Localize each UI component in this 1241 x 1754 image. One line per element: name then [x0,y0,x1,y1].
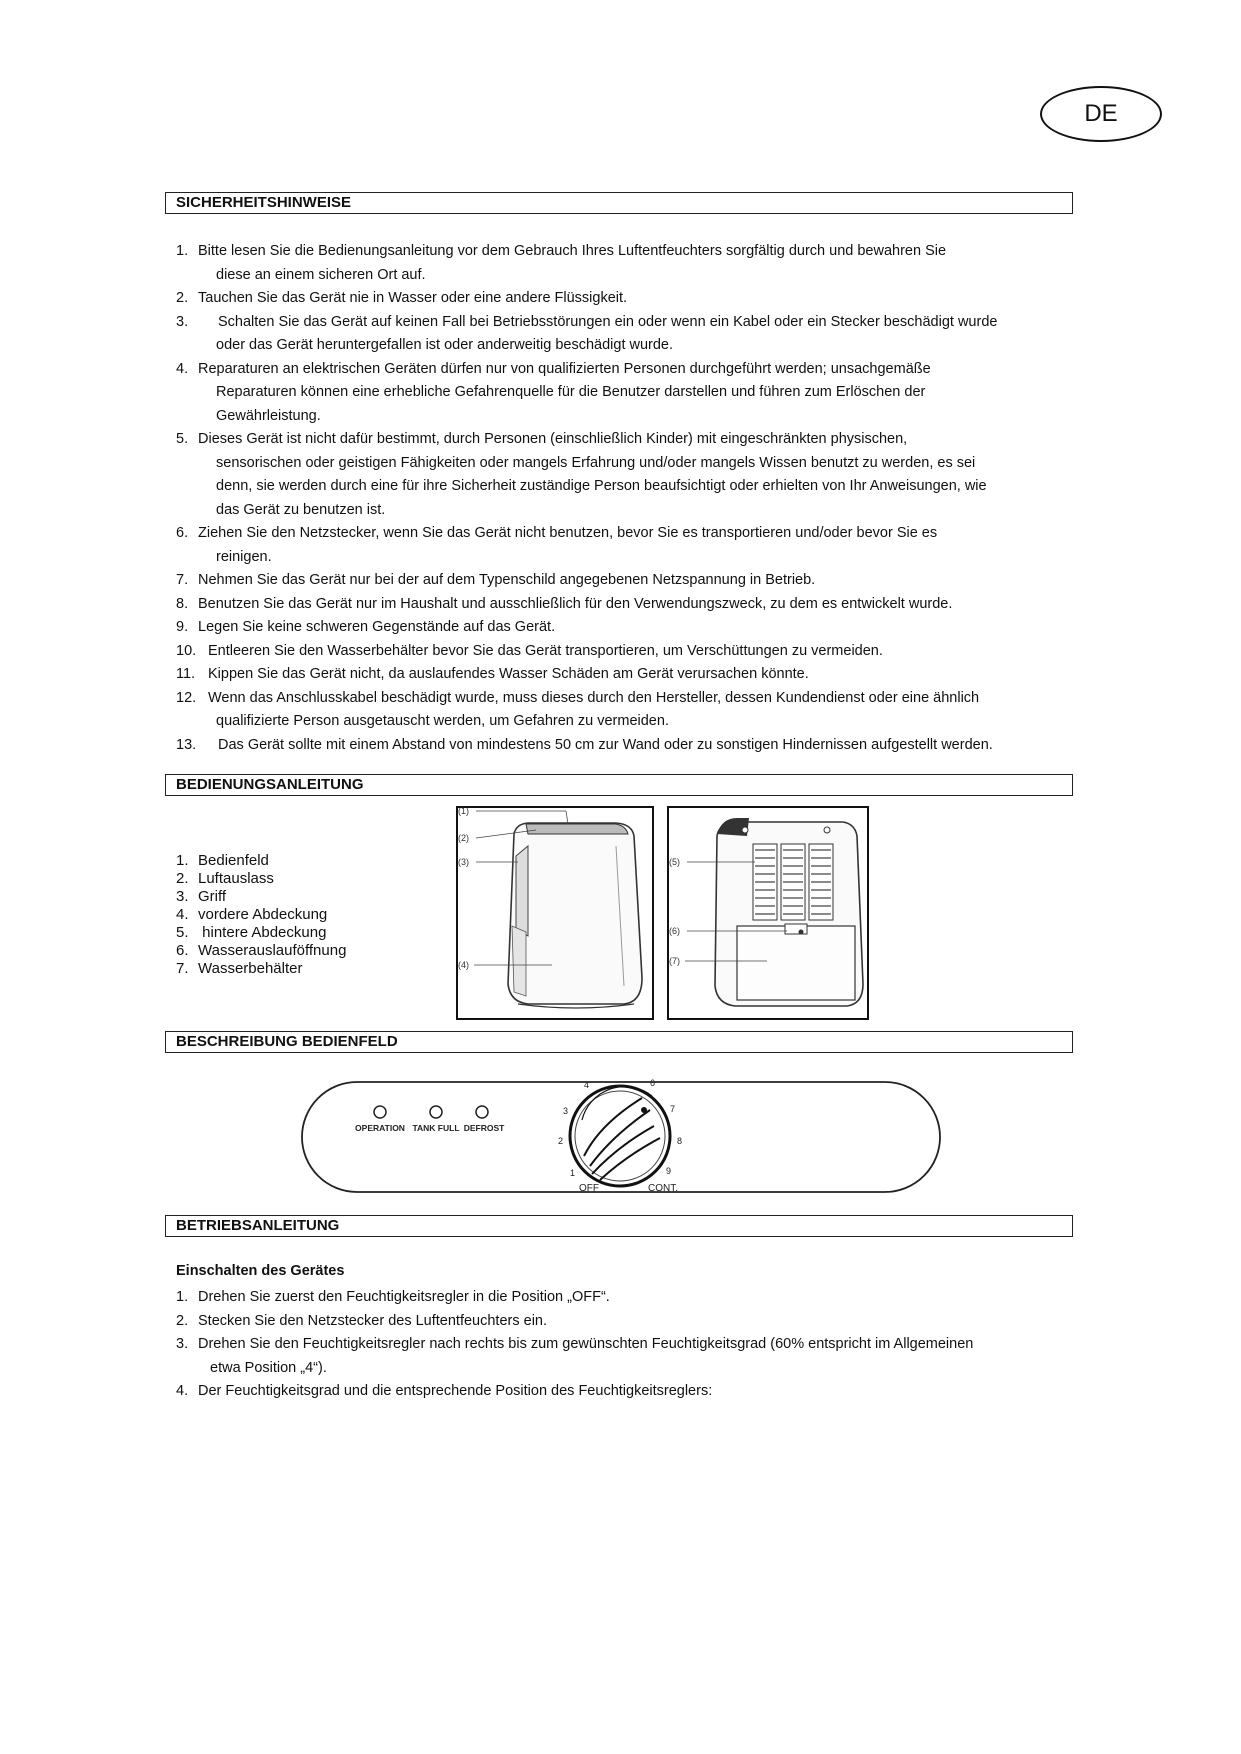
list-item [176,569,1076,593]
operating-subheading: Einschalten des Gerätes [176,1263,345,1279]
item-continuation: reinigen. [216,548,272,565]
operating-list [176,1286,1076,1404]
item-continuation: Reparaturen können eine erhebliche Gefahrenquelle für die Benutzer darstellen und führen zum Erlöschen der [216,384,926,400]
defrost-indicator-icon [476,1106,488,1118]
item-text: Ziehen Sie den Netzstecker, wenn Sie das Gerät nicht benutzen, bevor Sie es transportieren und/oder bevor Sie es [198,525,938,541]
dehumidifier-back-diagram [667,806,869,1020]
list-item [176,640,1076,664]
list-item [176,888,346,906]
indicator-label: DEFROST [463,1123,505,1133]
item-number: 10. [176,642,197,659]
item-text: Bitte lesen Sie die Bedienungsanleitung vor dem Gebrauch Ihres Luftentfeuchters sorgfältig durch und bewahren Sie [198,243,947,259]
item-text: Legen Sie keine schweren Gegenstände auf das Gerät. [198,619,556,635]
item-number: 5. [176,431,189,447]
item-continuation: Gewährleistung. [216,407,321,424]
callout-label: (5) [669,857,680,867]
item-number: 3. [176,888,189,905]
safety-list [176,240,1076,757]
item-text: Der Feuchtigkeitsgrad und die entsprechende Position des Feuchtigkeitsreglers: [198,1383,713,1399]
list-item [176,942,346,960]
callout-label: (7) [669,956,680,966]
item-number: 6. [176,942,189,959]
list-item [176,616,1076,640]
list-item [176,593,1076,617]
list-item [176,687,1076,734]
item-number: 1. [176,852,189,869]
item-text: vordere Abdeckung [198,906,328,923]
item-continuation: das Gerät zu benutzen ist. [216,501,386,518]
callout-label: (3) [458,857,469,867]
item-text: Drehen Sie zuerst den Feuchtigkeitsregler in die Position „OFF“. [198,1289,610,1305]
item-text: Nehmen Sie das Gerät nur bei der auf dem Typenschild angegebenen Netzspannung in Betrieb. [198,572,816,588]
item-text: Tauchen Sie das Gerät nie in Wasser oder eine andere Flüssigkeit. [198,290,628,306]
item-number: 7. [176,572,189,588]
item-text: Wenn das Anschlusskabel beschädigt wurde, muss dieses durch den Hersteller, dessen Kundendienst oder eine ähnlich [208,689,980,706]
item-number: 1. [176,1289,189,1305]
item-text: Wasserauslauföffnung [198,942,347,959]
item-number: 7. [176,960,189,977]
list-item [176,522,1076,569]
item-number: 2. [176,1312,189,1329]
item-continuation: etwa Position „4“). [210,1359,327,1376]
section-header-panel-description: BESCHREIBUNG BEDIENFELD [165,1031,1073,1053]
item-number: 3. [176,1336,189,1352]
list-item [176,734,1076,758]
item-number: 3. [176,313,189,330]
list-item [176,663,1076,687]
item-continuation: oder das Gerät heruntergefallen ist oder anderweitig beschädigt wurde. [216,337,674,353]
dial-label: 2 [558,1136,564,1146]
list-item [176,1286,1076,1310]
callout-label: (2) [458,833,469,843]
item-continuation: denn, sie werden durch eine für ihre Sicherheit zuständige Person beaufsichtigt oder erhielten von Ihr Anweisungen, wie [216,478,987,494]
item-text: Benutzen Sie das Gerät nur im Haushalt und ausschließlich für den Verwendungszweck, zu dem es entwickelt wurde. [198,595,953,612]
callout-label: (6) [669,926,680,936]
item-number: 12. [176,689,197,706]
list-item [176,428,1076,522]
dial-label: 8 [677,1136,683,1146]
operation-indicator-icon [374,1106,386,1118]
item-number: 2. [176,870,189,887]
item-continuation: diese an einem sicheren Ort auf. [216,266,426,283]
list-item [176,358,1076,429]
list-item [176,852,346,870]
list-item [176,1380,1076,1404]
dial-label: OFF [579,1183,599,1194]
item-number: 9. [176,619,189,635]
section-header-operation-manual: BEDIENUNGSANLEITUNG [165,774,1073,796]
item-text: Wasserbehälter [198,960,303,977]
control-panel-diagram [300,1070,942,1198]
section-header-operating-instructions: BETRIEBSANLEITUNG [165,1215,1073,1237]
list-item [176,960,346,978]
item-text: Dieses Gerät ist nicht dafür bestimmt, durch Personen (einschließlich Kinder) mit eingeschränkten physischen, [198,431,908,447]
item-text: Luftauslass [198,870,274,887]
indicator-label: TANK FULL [412,1123,460,1133]
language-badge: DE [1040,86,1162,142]
item-number: 4. [176,906,189,923]
list-item [176,924,346,942]
item-text: Griff [198,888,227,905]
list-item [176,1310,1076,1334]
item-text: Reparaturen an elektrischen Geräten dürfen nur von qualifizierten Personen durchgeführt werden; unsachgemäße [198,360,931,377]
tank-full-indicator-icon [430,1106,442,1118]
list-item [176,311,1076,358]
item-number: 4. [176,360,189,377]
item-text: Drehen Sie den Feuchtigkeitsregler nach rechts bis zum gewünschten Feuchtigkeitsgrad (60% entspricht im Allgemeinen [198,1336,974,1352]
item-number: 8. [176,595,189,612]
dehumidifier-front-diagram [456,806,654,1020]
dial-label: 9 [666,1166,672,1176]
dial-label: CONT. [648,1183,678,1194]
item-text: hintere Abdeckung [198,924,327,941]
list-item [176,1333,1076,1380]
list-item [176,870,346,888]
item-continuation: sensorischen oder geistigen Fähigkeiten oder mangels Erfahrung und/oder mangels Wissen benutzt zu werden, es sei [216,454,976,471]
item-number: 5. [176,924,189,941]
dial-label: 1 [570,1168,576,1178]
list-item [176,906,346,924]
callout-label: (4) [458,960,469,970]
item-number: 13. [176,736,197,753]
dial-label: 6 [650,1078,656,1088]
dial-label: 3 [563,1106,569,1116]
item-text: Schalten Sie das Gerät auf keinen Fall bei Betriebsstörungen ein oder wenn ein Kabel oder ein Stecker beschädigt wurde [218,313,998,330]
item-text: Bedienfeld [198,852,269,869]
dial-label: 4 [584,1080,590,1090]
indicator-label: OPERATION [355,1123,405,1133]
item-number: 6. [176,525,189,541]
item-text: Kippen Sie das Gerät nicht, da auslaufendes Wasser Schäden am Gerät verursachen könnte. [208,666,809,682]
item-number: 4. [176,1383,189,1399]
dial-label: 7 [670,1104,676,1114]
section-header-safety: SICHERHEITSHINWEISE [165,192,1073,214]
item-number: 2. [176,290,189,306]
item-continuation: qualifizierte Person ausgetauscht werden, um Gefahren zu vermeiden. [216,713,669,729]
item-number: 1. [176,243,189,259]
item-text: Stecken Sie den Netzstecker des Luftentfeuchters ein. [198,1312,548,1329]
item-text: Entleeren Sie den Wasserbehälter bevor Sie das Gerät transportieren, um Verschüttungen zu vermeiden. [208,642,883,659]
item-text: Das Gerät sollte mit einem Abstand von mindestens 50 cm zur Wand oder zu sonstigen Hindernissen aufgestellt werden. [218,736,993,753]
humidity-dial[interactable] [570,1086,670,1186]
parts-list [176,852,346,978]
list-item [176,287,1076,311]
item-number: 11. [176,666,196,682]
callout-label: (1) [458,806,469,816]
list-item [176,240,1076,287]
